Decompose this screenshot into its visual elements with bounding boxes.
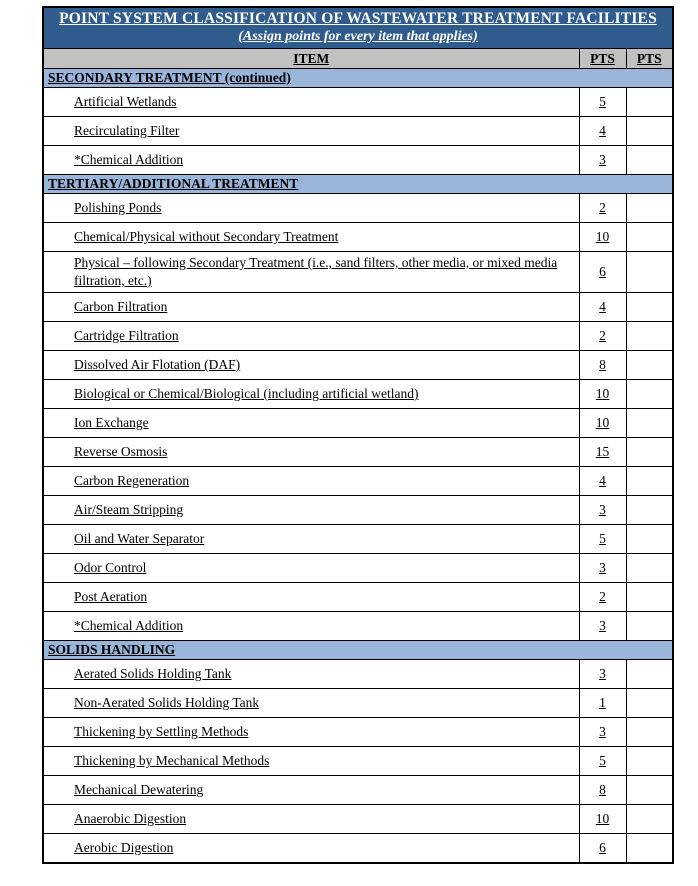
column-header-item: ITEM bbox=[293, 50, 330, 66]
table-row bbox=[43, 805, 673, 834]
item-points: 5 bbox=[599, 531, 606, 546]
item-label: Carbon Regeneration bbox=[74, 473, 190, 488]
points-entry-cell bbox=[626, 525, 673, 554]
item-label: Anaerobic Digestion bbox=[74, 811, 187, 826]
item-label: Thickening by Settling Methods bbox=[74, 724, 249, 739]
item-points: 10 bbox=[595, 229, 610, 244]
item-label: Physical – following Secondary Treatment (i.e., sand filters, other media, or mixed media filtration, etc.) bbox=[74, 255, 558, 288]
table-row bbox=[43, 252, 673, 293]
item-label: Oil and Water Separator bbox=[74, 531, 205, 546]
points-entry-cell bbox=[626, 718, 673, 747]
item-label: Polishing Ponds bbox=[74, 200, 162, 215]
item-points: 2 bbox=[599, 200, 606, 215]
item-label: Odor Control bbox=[74, 560, 147, 575]
table-row bbox=[43, 194, 673, 223]
item-label: *Chemical Addition bbox=[74, 152, 184, 167]
item-points: 3 bbox=[599, 502, 606, 517]
item-points: 3 bbox=[599, 724, 606, 739]
section-label: TERTIARY/ADDITIONAL TREATMENT bbox=[48, 176, 299, 191]
table-row bbox=[43, 117, 673, 146]
item-points: 3 bbox=[599, 618, 606, 633]
item-points: 2 bbox=[599, 589, 606, 604]
points-entry-cell bbox=[626, 438, 673, 467]
table-row bbox=[43, 834, 673, 863]
item-label: Cartridge Filtration bbox=[74, 328, 179, 343]
section-label: SECONDARY TREATMENT (continued) bbox=[48, 70, 291, 85]
points-entry-cell bbox=[626, 351, 673, 380]
item-label: Ion Exchange bbox=[74, 415, 149, 430]
points-entry-cell bbox=[626, 776, 673, 805]
item-label: Artificial Wetlands bbox=[74, 94, 177, 109]
table-row bbox=[43, 380, 673, 409]
column-header-row bbox=[43, 49, 673, 69]
item-points: 2 bbox=[599, 328, 606, 343]
table-row bbox=[43, 88, 673, 117]
item-label: Air/Steam Stripping bbox=[74, 502, 184, 517]
points-entry-cell bbox=[626, 322, 673, 351]
table-row bbox=[43, 146, 673, 175]
section-header-row bbox=[43, 641, 673, 660]
table-row bbox=[43, 583, 673, 612]
item-points: 4 bbox=[599, 299, 606, 314]
item-label: Biological or Chemical/Biological (including artificial wetland) bbox=[74, 386, 419, 401]
points-entry-cell bbox=[626, 612, 673, 641]
points-entry-cell bbox=[626, 496, 673, 525]
item-label: Chemical/Physical without Secondary Treatment bbox=[74, 229, 339, 244]
item-label: Recirculating Filter bbox=[74, 123, 180, 138]
points-entry-cell bbox=[626, 88, 673, 117]
column-header-pts: PTS bbox=[590, 50, 615, 66]
item-label: Non-Aerated Solids Holding Tank bbox=[74, 695, 260, 710]
points-entry-cell bbox=[626, 409, 673, 438]
page-subtitle: (Assign points for every item that applies) bbox=[238, 29, 478, 44]
points-entry-cell bbox=[626, 747, 673, 776]
column-header-pts-entry: PTS bbox=[636, 50, 662, 66]
points-entry-cell bbox=[626, 293, 673, 322]
item-label: *Chemical Addition bbox=[74, 618, 184, 633]
table-row bbox=[43, 776, 673, 805]
point-system-table bbox=[42, 6, 674, 864]
item-points: 4 bbox=[599, 473, 606, 488]
table-row bbox=[43, 554, 673, 583]
item-label: Aerated Solids Holding Tank bbox=[74, 666, 232, 681]
points-entry-cell bbox=[626, 380, 673, 409]
table-row bbox=[43, 747, 673, 776]
points-entry-cell bbox=[626, 117, 673, 146]
item-points: 8 bbox=[599, 782, 606, 797]
points-entry-cell bbox=[626, 223, 673, 252]
item-points: 3 bbox=[599, 666, 606, 681]
points-entry-cell bbox=[626, 660, 673, 689]
table-row bbox=[43, 322, 673, 351]
item-points: 5 bbox=[599, 753, 606, 768]
points-entry-cell bbox=[626, 252, 673, 293]
item-label: Carbon Filtration bbox=[74, 299, 168, 314]
table-title-row bbox=[43, 7, 673, 49]
item-points: 6 bbox=[599, 839, 606, 855]
item-points: 6 bbox=[599, 264, 606, 279]
section-label: SOLIDS HANDLING bbox=[48, 642, 176, 657]
table-row bbox=[43, 223, 673, 252]
item-label: Aerobic Digestion bbox=[74, 839, 174, 855]
table-row bbox=[43, 689, 673, 718]
section-header-row bbox=[43, 175, 673, 194]
table-row bbox=[43, 351, 673, 380]
item-points: 3 bbox=[599, 560, 606, 575]
item-points: 8 bbox=[599, 357, 606, 372]
points-entry-cell bbox=[626, 554, 673, 583]
item-points: 10 bbox=[595, 386, 610, 401]
item-label: Post Aeration bbox=[74, 589, 148, 604]
points-entry-cell bbox=[626, 834, 673, 863]
page-title: POINT SYSTEM CLASSIFICATION OF WASTEWATER TREATMENT FACILITIES bbox=[59, 10, 657, 27]
item-label: Mechanical Dewatering bbox=[74, 782, 204, 797]
item-points: 1 bbox=[599, 695, 606, 710]
item-points: 15 bbox=[595, 444, 610, 459]
table-row bbox=[43, 612, 673, 641]
table-row bbox=[43, 409, 673, 438]
item-label: Reverse Osmosis bbox=[74, 444, 168, 459]
item-points: 5 bbox=[599, 94, 606, 109]
table-row bbox=[43, 718, 673, 747]
table-row bbox=[43, 293, 673, 322]
item-points: 10 bbox=[595, 415, 610, 430]
table-row bbox=[43, 438, 673, 467]
points-entry-cell bbox=[626, 194, 673, 223]
item-label: Dissolved Air Flotation (DAF) bbox=[74, 357, 241, 372]
table-row bbox=[43, 525, 673, 554]
points-entry-cell bbox=[626, 805, 673, 834]
table-row bbox=[43, 496, 673, 525]
table-row bbox=[43, 467, 673, 496]
points-entry-cell bbox=[626, 146, 673, 175]
item-points: 10 bbox=[595, 811, 610, 826]
points-entry-cell bbox=[626, 689, 673, 718]
item-points: 3 bbox=[599, 152, 606, 167]
item-label: Thickening by Mechanical Methods bbox=[74, 753, 270, 768]
table-row bbox=[43, 660, 673, 689]
points-entry-cell bbox=[626, 583, 673, 612]
section-header-row bbox=[43, 69, 673, 88]
points-entry-cell bbox=[626, 467, 673, 496]
item-points: 4 bbox=[599, 123, 606, 138]
